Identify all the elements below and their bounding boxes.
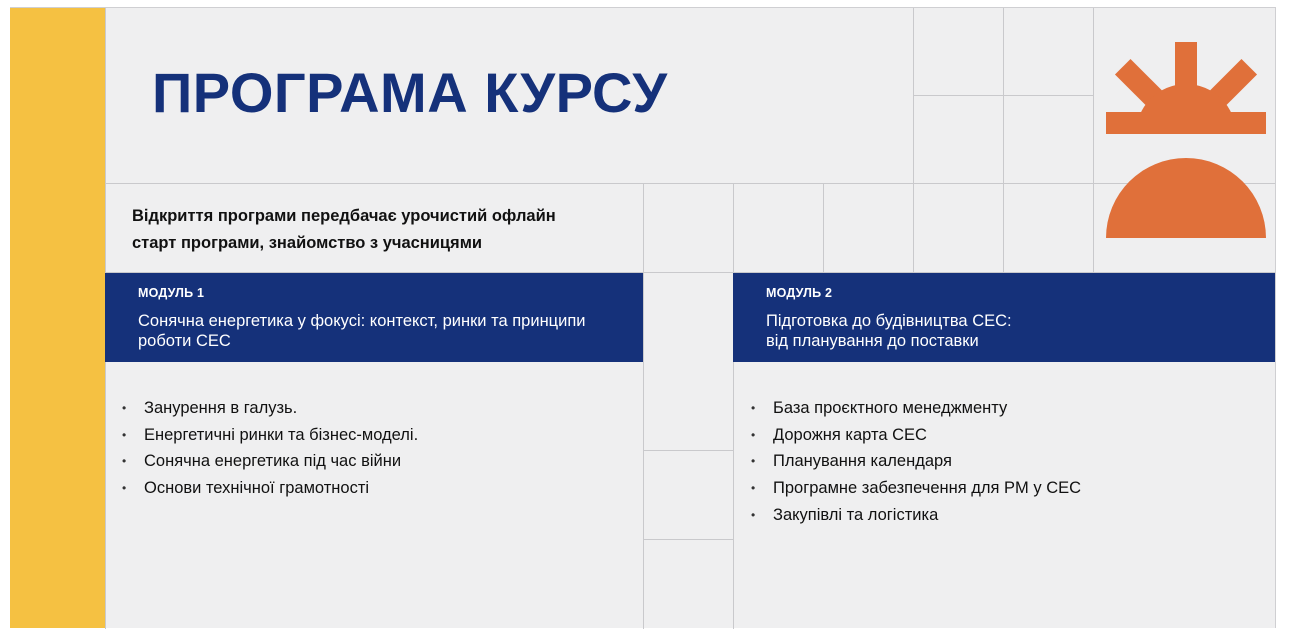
list-item: • Дорожня карта СЕС — [751, 422, 1081, 449]
list-item: • Енергетичні ринки та бізнес-моделі. — [122, 422, 418, 449]
grid-line — [1093, 8, 1094, 273]
grid-line — [733, 183, 734, 629]
list-item: • Планування календаря — [751, 448, 1081, 475]
list-item: • Основи технічної грамотності — [122, 475, 418, 502]
grid-line — [823, 183, 824, 273]
module-2-title-line-1: Підготовка до будівництва СЕС: — [766, 312, 1012, 330]
module-2-title — [766, 311, 1246, 351]
module-2-title-line-2: від планування до поставки — [766, 332, 979, 350]
yellow-accent-bar — [10, 8, 105, 628]
module-1-title: Сонячна енергетика у фокусі: контекст, ринки та принципи роботи СЕС — [138, 312, 586, 350]
page-title: ПРОГРАМА КУРСУ — [152, 61, 668, 124]
list-item: • Сонячна енергетика під час війни — [122, 448, 418, 475]
module-1-topics — [122, 395, 418, 502]
grid-line — [644, 450, 734, 451]
list-item: • База проєктного менеджменту — [751, 395, 1081, 422]
slide — [10, 7, 1276, 628]
grid-line — [913, 8, 914, 273]
grid-line — [643, 183, 644, 629]
module-2-label: МОДУЛЬ 2 — [766, 286, 833, 300]
list-item: • Занурення в галузь. — [122, 395, 418, 422]
module-1-header — [105, 273, 643, 362]
grid-line — [105, 183, 1275, 184]
module-1-label: МОДУЛЬ 1 — [138, 286, 205, 300]
sun-logo-icon — [1102, 38, 1272, 243]
grid-line — [1003, 8, 1004, 273]
grid-line — [644, 539, 734, 540]
module-2-topics — [751, 395, 1081, 528]
list-item: • Закупівлі та логістика — [751, 502, 1081, 529]
intro-text: Відкриття програми передбачає урочистий офлайн старт програми, знайомство з учасницями — [132, 207, 556, 252]
module-2-header — [733, 273, 1275, 362]
grid-line — [913, 95, 1093, 96]
list-item: • Програмне забезпечення для PM у СЕС — [751, 475, 1081, 502]
